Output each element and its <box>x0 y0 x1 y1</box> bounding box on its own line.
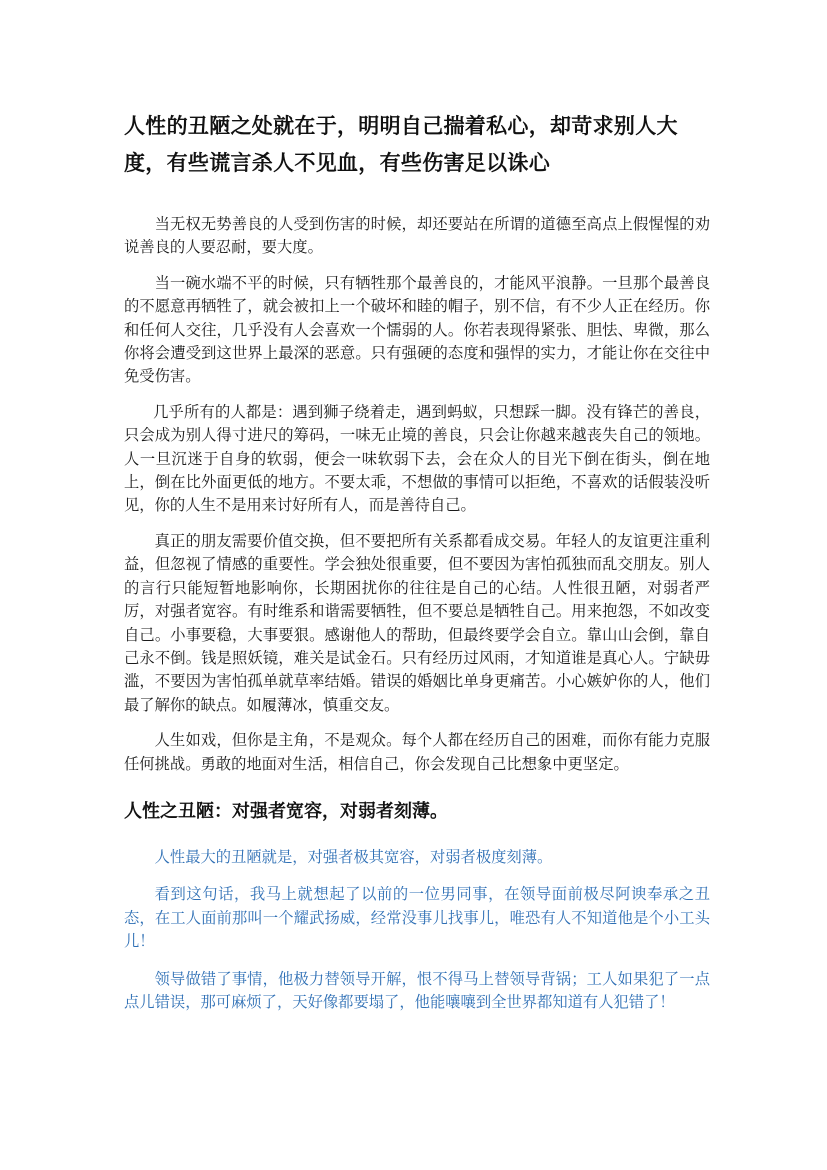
blue-paragraph-1: 人性最大的丑陋就是，对强者极其宽容，对弱者极度刻薄。 <box>154 847 553 866</box>
paragraph-1: 当无权无势善良的人受到伤害的时候，却还要站在所谓的道德至高点上假惺惺的劝说善良的人要忍耐，要大度。 <box>124 215 710 257</box>
blue-paragraph-2: 看到这句话，我马上就想起了以前的一位男同事，在领导面前极尽阿谀奉承之丑态，在工人面前那叫一个耀武扬威，经常没事儿找事儿，唯恐有人不知道他是个小工头儿！ <box>124 885 710 951</box>
document-title: 人性的丑陋之处就在于，明明自己揣着私心，却苛求别人大度，有些谎言杀人不见血，有些伤害足以诛心 <box>124 114 678 175</box>
section-title: 人性之丑陋：对强者宽容，对弱者刻薄。 <box>124 800 448 822</box>
blue-paragraph-3: 领导做错了事情，他极力替领导开解，恨不得马上替领导背锅；工人如果犯了一点点儿错误，那可麻烦了，天好像都要塌了，他能嚷嚷到全世界都知道有人犯错了！ <box>124 969 710 1011</box>
blue-quote-block <box>124 846 710 1014</box>
paragraph-4: 真正的朋友需要价值交换，但不要把所有关系都看成交易。年轻人的友谊更注重利益，但忽视了情感的重要性。学会独处很重要，但不要因为害怕孤独而乱交朋友。别人的言行只能短暂地影响你，长期困扰你的往往是自己的心结。人性很丑陋，对弱者严厉，对强者宽容。有时维系和谐需要牺牲，但不要总是牺牲自己。用来抱怨，不如改变自己。小事要稳，大事要狠。感谢他人的帮助，但最终要学会自立。靠山山会倒，靠自己永不倒。钱是照妖镜，难关是试金石。只有经历过风雨，才知道谁是真心人。宁缺毋滥，不要因为害怕孤单就草率结婚。错误的婚姻比单身更痛苦。小心嫉妒你的人，他们最了解你的缺点。如履薄冰，慎重交友。 <box>124 531 710 714</box>
paragraph-5: 人生如戏，但你是主角，不是观众。每个人都在经历自己的困难，而你有能力克服任何挑战。勇敢的地面对生活，相信自己，你会发现自己比想象中更坚定。 <box>124 731 710 773</box>
paragraph-3: 几乎所有的人都是：遇到狮子绕着走，遇到蚂蚁，只想踩一脚。没有锋芒的善良，只会成为别人得寸进尺的筹码，一味无止境的善良，只会让你越来越丧失自己的领地。人一旦沉迷于自身的软弱，便会一味软弱下去，会在众人的目光下倒在街头，倒在地上，倒在比外面更低的地方。不要太乖，不想做的事情可以拒绝，不喜欢的话假装没听见，你的人生不是用来讨好所有人，而是善待自己。 <box>124 402 710 515</box>
document-page <box>124 108 710 1028</box>
paragraph-2: 当一碗水端不平的时候，只有牺牲那个最善良的，才能风平浪静。一旦那个最善良的不愿意再牺牲了，就会被扣上一个破坏和睦的帽子，别不信，有不少人正在经历。你和任何人交往，几乎没有人会喜欢一个懦弱的人。你若表现得紧张、胆怯、卑微，那么你将会遭受到这世界上最深的恶意。只有强硬的态度和强悍的实力，才能让你在交往中免受伤害。 <box>124 273 710 386</box>
